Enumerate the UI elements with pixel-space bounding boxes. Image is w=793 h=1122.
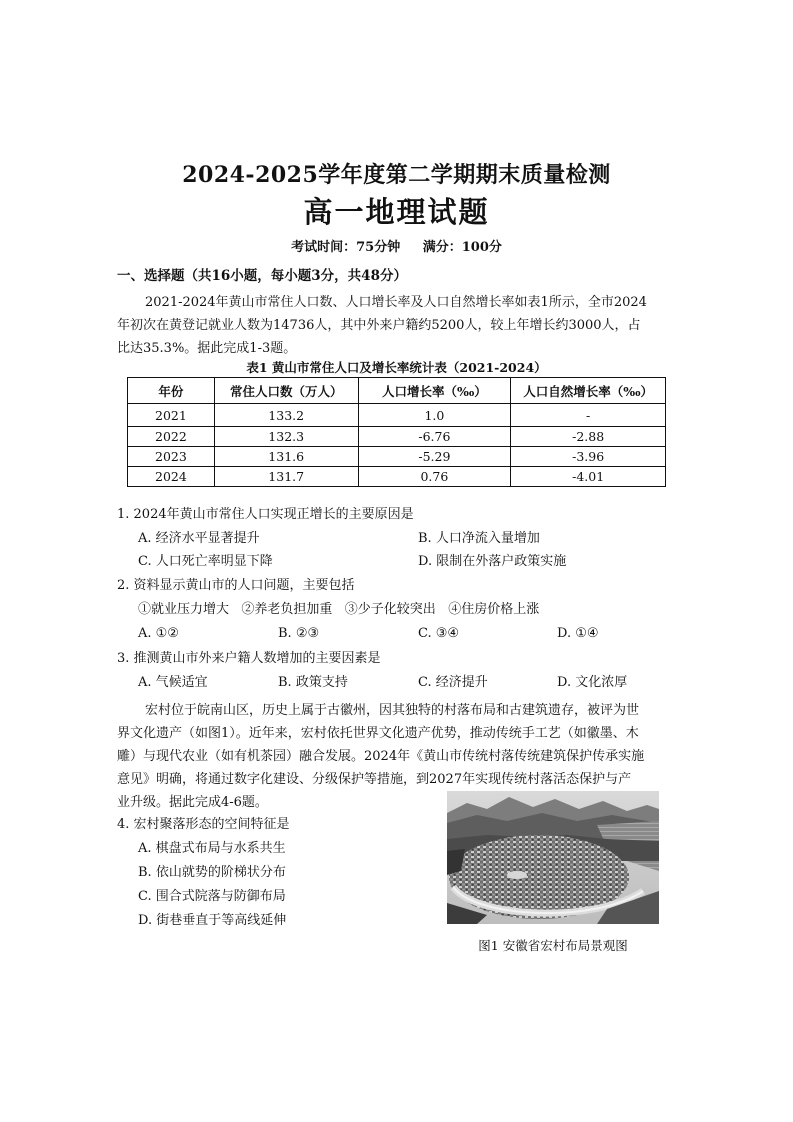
exam-time: 考试时间：75分钟 [291, 240, 401, 255]
table-cell: 0.76 [358, 467, 511, 487]
question-4-option-b: B. 依山就势的阶梯状分布 [138, 865, 286, 880]
header-growth-rate: 人口增长率（‰） [358, 378, 511, 404]
question-1-option-a: A. 经济水平显著提升 [138, 531, 260, 546]
passage-2-line-5: 业升级。据此完成4-6题。 [117, 795, 268, 810]
question-1-option-d: D. 限制在外落户政策实施 [418, 554, 567, 569]
figure-1-caption: 图1 安徽省宏村布局景观图 [478, 938, 628, 953]
table-cell: 2021 [128, 404, 215, 427]
header-natural-growth-rate: 人口自然增长率（‰） [511, 378, 666, 404]
passage-2-line-4: 意见》明确，将通过数字化建设、分级保护等措施，到2027年实现传统村落活态保护与产 [117, 772, 632, 787]
table-header-row [128, 378, 666, 404]
population-table [127, 377, 666, 487]
section-heading: 一、选择题（共16小题，每小题3分，共48分） [117, 268, 407, 284]
table-cell: -5.29 [358, 447, 511, 467]
subject-title: 高一地理试题 [303, 195, 490, 229]
question-2-option-c: C. ③④ [418, 626, 460, 641]
table-cell: 132.3 [214, 427, 358, 447]
table-cell: 131.6 [214, 447, 358, 467]
table-cell: 2022 [128, 427, 215, 447]
question-2-option-a: A. ①② [138, 626, 179, 641]
question-2-stem: 2. 资料显示黄山市的人口问题，主要包括 [117, 578, 355, 593]
table-cell: 2023 [128, 447, 215, 467]
question-1-stem: 1. 2024年黄山市常住人口实现正增长的主要原因是 [117, 507, 414, 522]
table-cell: -4.01 [511, 467, 666, 487]
exam-title: 2024-2025学年度第二学期期末质量检测 [182, 162, 611, 188]
table-cell: -6.76 [358, 427, 511, 447]
passage-1-line-3: 比达35.3%。据此完成1-3题。 [117, 341, 297, 356]
header-year: 年份 [128, 378, 215, 404]
table-cell: -3.96 [511, 447, 666, 467]
table-cell: 2024 [128, 467, 215, 487]
passage-1-line-2: 年初次在黄登记就业人数为14736人，其中外来户籍约5200人，较上年增长约3000人，占 [117, 318, 641, 333]
table-cell: -2.88 [511, 427, 666, 447]
table-row [128, 467, 666, 487]
question-2-option-b: B. ②③ [278, 626, 320, 641]
question-3-option-b: B. 政策支持 [278, 675, 348, 690]
table-cell: 1.0 [358, 404, 511, 427]
question-4-option-d: D. 街巷垂直于等高线延伸 [138, 913, 287, 928]
header-population: 常住人口数（万人） [214, 378, 358, 404]
passage-1 [117, 291, 667, 360]
question-4-option-a: A. 棋盘式布局与水系共生 [138, 841, 286, 856]
question-2-items: ①就业压力增大 ②养老负担加重 ③少子化较突出 ④住房价格上涨 [138, 602, 540, 617]
table-row [128, 427, 666, 447]
village-aerial-photo [447, 791, 659, 924]
question-4-option-c: C. 围合式院落与防御布局 [138, 889, 286, 904]
question-3-option-d: D. 文化浓厚 [557, 675, 628, 690]
question-4-stem: 4. 宏村聚落形态的空间特征是 [117, 817, 290, 832]
table-cell: 133.2 [214, 404, 358, 427]
table-row [128, 404, 666, 427]
question-3-option-a: A. 气候适宜 [138, 675, 208, 690]
passage-2-line-1: 宏村位于皖南山区，历史上属于古徽州，因其独特的村落布局和古建筑遗存，被评为世 [145, 703, 640, 718]
passage-2-line-3: 雕）与现代农业（如有机茶园）融合发展。2024年《黄山市传统村落传统建筑保护传承实施 [117, 749, 645, 764]
passage-1-line-1: 2021-2024年黄山市常住人口数、人口增长率及人口自然增长率如表1所示，全市2024 [145, 295, 647, 310]
table-cell: 131.7 [214, 467, 358, 487]
question-3-stem: 3. 推测黄山市外来户籍人数增加的主要因素是 [117, 651, 381, 666]
question-3-option-c: C. 经济提升 [418, 675, 488, 690]
passage-2-line-2: 界文化遗产（如图1）。近年来，宏村依托世界文化遗产优势，推动传统手工艺（如徽墨、木 [117, 726, 639, 741]
table-row [128, 447, 666, 467]
question-1-option-c: C. 人口死亡率明显下降 [138, 554, 273, 569]
table-caption: 表1 黄山市常住人口及增长率统计表（2021-2024） [246, 360, 547, 375]
question-1-option-b: B. 人口净流入量增加 [418, 531, 540, 546]
exam-info [0, 236, 793, 255]
table-cell: - [511, 404, 666, 427]
question-2-option-d: D. ①④ [557, 626, 599, 641]
full-score: 满分：100分 [422, 240, 502, 255]
